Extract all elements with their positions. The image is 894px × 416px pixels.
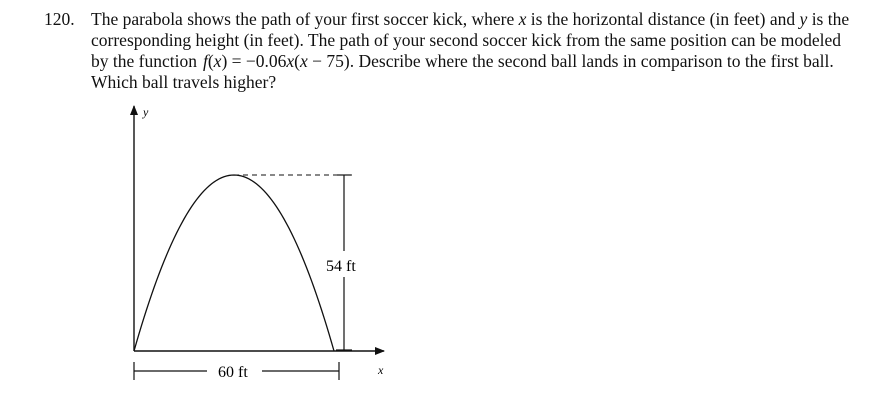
func-f: f (202, 51, 208, 71)
problem-number: 120. (44, 9, 75, 29)
x-axis-label: x (378, 363, 384, 377)
text-line-1 (91, 9, 891, 30)
var-x: x (518, 9, 527, 29)
line3-part-a: by the function (91, 51, 197, 71)
var-y: y (799, 9, 808, 29)
line1-part-b: is the horizontal distance (in feet) and (530, 9, 796, 29)
text-line-4: Which ball travels higher? (91, 72, 277, 92)
func-x1: x (213, 51, 222, 71)
parabola-figure (110, 100, 410, 400)
text-line-3 (91, 51, 891, 72)
distance-label: 60 ft (218, 364, 248, 381)
line3-paren-open: ( (207, 51, 214, 71)
parabola-curve (134, 175, 334, 351)
parabola-diagram (110, 100, 410, 400)
line1-part-c: is the (811, 9, 850, 29)
y-axis-label: y (143, 105, 149, 119)
func-x3: x (300, 51, 308, 71)
line3-part-e: − 75). Describe where the second ball lands in comparison to the first ball. (307, 51, 834, 71)
text-line-2: corresponding height (in feet). The path of your second soccer kick from the same position can be modeled (91, 30, 841, 50)
func-x2: x (286, 51, 295, 71)
height-label: 54 ft (326, 258, 356, 275)
line3-paren-open-2: ( (294, 51, 300, 71)
line1-part-a: The parabola shows the path of your first soccer kick, where (91, 9, 515, 29)
line3-part-c: ) = −0.06 (221, 51, 287, 71)
problem-text (91, 9, 891, 93)
